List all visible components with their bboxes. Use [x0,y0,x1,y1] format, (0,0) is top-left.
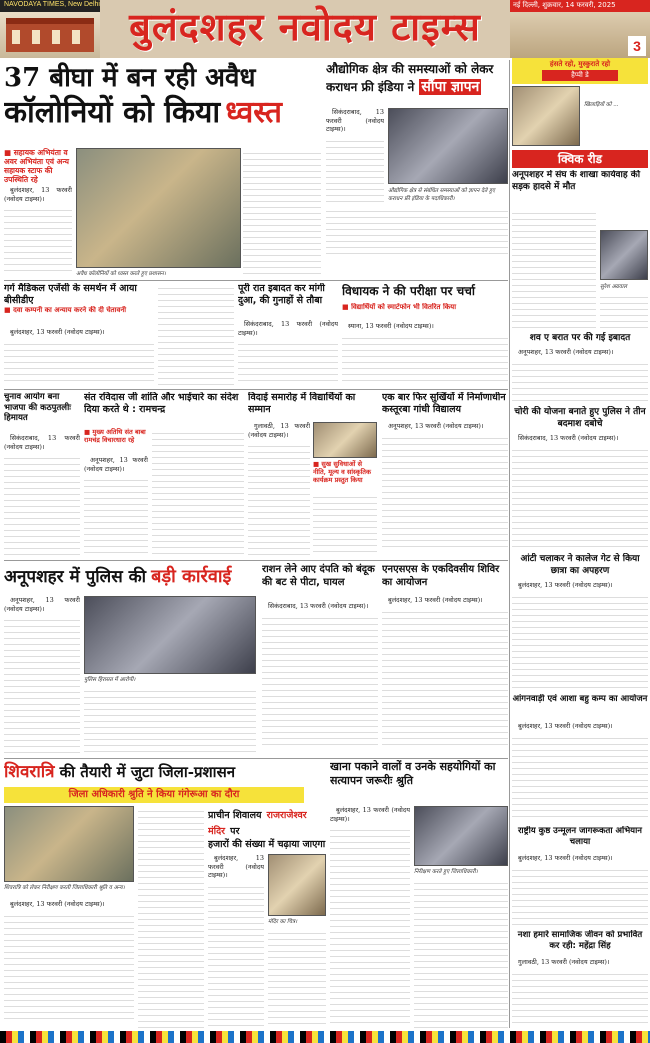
story-chori-dateline: सिकंदराबाद, 13 फरवरी (नवोदय टाइम्स)। [518,434,619,442]
fort-illustration [6,18,94,52]
story-kick-headline-block [512,170,648,206]
memorandum-photo [388,108,508,184]
story-bjp-headline: चुनाव आयोग बना भाजपा की कठपुतलीः हिमायत [4,392,71,423]
story-khana-body [330,806,410,1028]
story-main-body-col2 [243,148,321,276]
story-vidhayak-headline: विधायक ने की परीक्षा पर चर्चा [342,284,475,298]
story-chori-headline: चोरी की योजना बनाते हुए पुलिस ने तीन बदमाश दबोचे [514,407,646,429]
newspaper-title: बुलंदशहर नवोदय टाइम्स [129,4,481,49]
story-kasturba-headline: एक बार फिर सुर्खियों में निर्माणाधीन कस्तूरबा गांधी विद्यालय [382,392,506,415]
story-aangan-dateline: बुलंदशहर, 13 फरवरी (नवोदय टाइम्स)। [518,722,613,730]
story-khana-caption: निरीक्षण करते हुए जिलाधिकारी। [414,869,478,875]
story-ravidas-body [84,456,148,556]
story-main-body [4,186,72,276]
story-temple-headline-block [208,806,326,852]
story-kushth-dateline: बुलंदशहर, 13 फरवरी (नवोदय टाइम्स)। [518,854,613,862]
body-text-lines [512,445,648,549]
story-rathan-headline: राशन लेने आए दंपति को बंदूक की बट से पीटा, घायल [262,564,375,588]
story-kick-headline: अनूपशहर में संघ के शाखा कार्यवाह की सड़क हादसे में मौत [512,170,641,192]
story-industry-headline-2: कराधन फ्री इंडिया ने [326,80,415,94]
body-text-lines [326,136,384,204]
kitchen-inspection-photo [414,806,508,866]
story-main-headline-red: ध्वस्त [225,95,283,130]
story-dua-dateline: सिकंदराबाद, 13 फरवरी (नवोदय टाइम्स)। [238,320,338,337]
story-khana-headline-block [330,760,508,802]
story-temple-headline-3: हजारों की संख्या में चढ़ाया जाएगा [208,839,326,850]
story-main-caption: अवैध कॉलोनियों को ध्वस्त करते हुए प्रशासन। [76,271,166,277]
story-vidhayak-dateline: स्याना, 13 फरवरी (नवोदय टाइम्स)। [348,322,434,330]
story-bsp-bullet: ■ दवा कम्पनी का अन्याय करने की दी चेतावनी [4,306,127,314]
story-chori-body [512,434,648,550]
story-bjp-body [4,434,80,556]
bullet-icon: ■ [4,148,14,157]
story-kidnap-body [512,581,648,691]
story-aangan-headline-block [512,694,648,720]
story-aangan-body [512,722,648,822]
story-vidai-body-col2 [313,492,377,556]
story-khana-headline: खाना पकाने वालों व उनके सहयोगियों का सत्यापन जरूरीः श्रुति [330,760,496,787]
story-temple-body-col2 [268,928,326,1028]
story-industry-dateline: सिकंदराबाद, 13 फरवरी (नवोदय टाइम्स)। [326,108,384,134]
story-shivratri-body [4,900,134,1028]
body-text-lines [4,911,134,1019]
story-vidai-headline: विदाई समारोह में विद्यार्थियों का सम्मान [248,392,356,415]
story-police-headline-1: अनूपशहर में पुलिस की [4,567,147,587]
body-text-lines [4,205,72,275]
story-shivratri-banner: जिला अधिकारी श्रुति ने किया गंगेरूआ का दौरा [4,787,304,803]
story-shav-headline: शव ए बरात पर की गई इबादत [529,333,631,343]
body-text-lines [238,339,338,386]
body-text-lines [512,969,648,1027]
story-kidnap-dateline: बुलंदशहर, 13 फरवरी (नवोदय टाइम्स)। [518,581,613,589]
masthead-title-area [100,2,510,58]
sidebar-title: हंसते रहो, मुस्कुराते रहो [549,60,611,68]
story-kasturba-dateline: अनूपशहर, 13 फरवरी (नवोदय टाइम्स)। [388,422,484,430]
story-temple-headline-red: राजराजेश्वर मंदिर [208,810,307,837]
temple-photo [268,854,326,916]
body-text-lines [248,441,310,555]
shivratri-inspection-photo [4,806,134,882]
body-text-lines [512,592,648,690]
story-nasha-headline-block [512,930,648,956]
story-temple-caption: मंदिर का चित्र। [268,919,298,925]
story-shivratri-caption: शिवरात्रि को लेकर निरीक्षण करती जिलाधिकारी श्रुति व अन्य। [4,885,125,891]
story-industry-headline-block [326,62,508,106]
story-shav-body [512,348,648,402]
story-rathan-body [262,602,378,754]
page-number: 3 [628,36,646,56]
story-temple-dateline: बुलंदशहर, 13 फरवरी (नवोदय टाइम्स)। [208,854,264,880]
story-khana-body-col2 [414,878,508,1028]
column-divider [509,60,510,1028]
story-bsp-body-col2 [158,283,234,385]
story-kidnap-headline: आंटी चलाकर ने कालेज गेट से किया छात्रा का अपहरण [520,554,640,576]
body-text-lines [4,453,80,555]
story-ravidas-headline-block [84,392,244,426]
divider [4,560,508,561]
story-police-dateline: अनूपशहर, 13 फरवरी (नवोदय टाइम्स)। [4,596,80,613]
story-kick-body-col2 [600,292,648,328]
divider [4,389,508,390]
bullet-icon: ■ [342,303,352,311]
sidebar-subtitle: हैप्पी डे [542,70,618,81]
story-rathan-dateline: सिकंदराबाद, 13 फरवरी (नवोदय टाइम्स)। [268,602,369,610]
story-bjp-dateline: सिकंदराबाद, 13 फरवरी (नवोदय टाइम्स)। [4,434,80,451]
bullet-icon: ■ [313,460,322,468]
story-temple-body [208,854,264,1028]
story-aangan-headline: आंगनवाड़ी एवं आशा बहु कम्प का आयोजन [512,694,648,704]
story-kick-caption: सुरेश अग्रवाल [600,284,627,290]
body-text-lines [84,475,148,555]
bullet-icon: ■ [4,306,14,314]
sidebar-photo [512,86,580,146]
masthead-left-panel [0,0,100,58]
body-text-lines [512,359,648,401]
print-registration-strip [0,1031,650,1043]
story-kushth-headline-block [512,826,648,852]
story-kasturba-body [382,422,508,556]
story-nss-headline: एनएसएस के एकदिवसीय शिविर का आयोजन [382,564,500,588]
story-main-dateline: बुलंदशहर, 13 फरवरी (नवोदय टाइम्स)। [4,186,72,203]
story-dua-body [238,320,338,386]
story-chori-headline-block [512,406,648,432]
body-text-lines [382,607,508,745]
story-temple-headline-2: पर [230,826,240,837]
demolition-photo [76,148,241,268]
story-main-headline-block [4,62,319,146]
body-text-lines [4,339,154,385]
story-vidhayak-bullet: ■ विद्यार्थियों को स्मार्टफोन भी वितरित किया [342,303,457,311]
story-industry-body-lower [326,206,508,256]
story-main-bullet: ■ सहायक अभियंता व अवर अभियंता एवं अन्य सहायक स्टाफ की उपस्थिति रहे [4,148,69,184]
story-shivratri-body-col2 [138,806,204,1028]
divider [4,758,508,759]
story-kushth-headline: राष्ट्रीय कुष्ठ उन्मूलन जागरूकता अभियान चलाया [517,826,643,847]
body-text-lines [208,882,264,1028]
story-khana-dateline: बुलंदशहर, 13 फरवरी (नवोदय टाइम्स)। [330,806,410,823]
edition-label: NAVODAYA TIMES, New Delhi [0,0,100,12]
story-vidhayak-headline-block [342,283,508,301]
story-shivratri-headline: की तैयारी में जुटा जिला-प्रशासन [59,763,236,781]
story-industry-headline-red: सौंपा ज्ञापन [421,79,480,95]
story-rathan-headline-block [262,563,378,599]
story-shivratri-headline-block [4,760,304,786]
body-text-lines [382,433,508,547]
story-temple-headline-1: प्राचीन शिवालय [208,810,262,821]
story-police-headline-red: बड़ी कार्रवाई [151,566,232,587]
story-bsp-headline: गर्ग मैडिकल एजेंसी के समर्थन में आया बीसीडीए [4,283,137,306]
story-police-body-col2 [84,686,256,754]
story-police-caption: पुलिस हिरासत में आरोपी। [84,677,136,683]
story-vidai-headline-block [248,392,378,420]
story-shivratri-headline-red: शिवरात्रि [4,762,55,782]
story-bsp-dateline: बुलंदशहर, 13 फरवरी (नवोदय टाइम्स)। [10,328,105,336]
body-text-lines [512,865,648,925]
issue-date: नई दिल्ली, शुक्रवार, 14 फरवरी, 2025 [510,0,650,12]
story-vidai-body [248,422,310,556]
story-kick-body [512,208,596,328]
bullet-icon: ■ [84,428,93,436]
story-police-body [4,596,80,754]
sidebar-caption: खिलाड़ियों को ... [584,102,619,108]
story-kasturba-headline-block [382,392,508,420]
story-shivratri-dateline: बुलंदशहर, 13 फरवरी (नवोदय टाइम्स)। [10,900,105,908]
story-nss-dateline: बुलंदशहर, 13 फरवरी (नवोदय टाइम्स)। [388,596,483,604]
story-ravidas-dateline: अनूपशहर, 13 फरवरी (नवोदय टाइम्स)। [84,456,148,473]
story-dua-headline-block [238,283,338,319]
story-ravidas-headline: संत रविदास जी शांति और भाईचारे का संदेश दिया करते थे : रामचन्द्र [84,392,239,415]
deceased-photo [600,230,648,280]
body-text-lines [512,733,648,821]
story-shav-headline-block [512,332,648,346]
body-text-lines [262,613,378,745]
story-industry-caption: औद्योगिक क्षेत्र से संबंधित समस्याओं को ज्ञापन देते हुए कराधन फ्री इंडिया के पदाधिकारी। [388,188,495,202]
story-nasha-dateline: गुलावठी, 13 फरवरी (नवोदय टाइम्स)। [518,958,610,966]
story-ravidas-body-col2 [152,428,244,556]
farewell-photo [313,422,377,458]
story-main-headline-2: कॉलोनियों को किया [4,95,221,130]
masthead-right-panel [510,0,650,58]
story-bjp-headline-block [4,392,80,432]
body-text-lines [330,825,410,1027]
story-industry-body [326,108,384,204]
story-kidnap-headline-block [512,553,648,579]
story-vidai-bullet: ■ सुख सुविधाओं से नीति, मूल्य व सांस्कृतिक कार्यक्रम प्रस्तुत किया [313,460,371,484]
divider [4,280,508,281]
story-industry-headline-1: औद्योगिक क्षेत्र की समस्याओं को लेकर [326,62,494,76]
story-nasha-body [512,958,648,1028]
arrest-photo [84,596,256,674]
story-shav-dateline: अनूपशहर, 13 फरवरी (नवोदय टाइम्स)। [518,348,614,356]
story-main-headline-1: 37 बीघा में बन रही अवैध [4,63,256,93]
story-ravidas-bullet: ■ मुख्य अतिथि संत बाबा रामचंद्र विचारधारा रहे [84,428,146,444]
story-dua-headline: पूरी रात इबादत कर मांगी दुआ, की गुनाहों से तौबा [238,283,325,306]
story-kushth-body [512,854,648,926]
story-vidhayak-body [342,322,508,386]
story-police-headline-block [4,563,256,593]
story-nasha-headline: नशा हमारे सामाजिक जीवन को प्रभावित कर रही: महेंद्रा सिंह [517,930,643,951]
story-bsp-body [4,328,154,386]
body-text-lines [342,333,508,385]
story-nss-headline-block [382,563,508,593]
sidebar-header [512,58,648,84]
body-text-lines [4,615,80,753]
story-vidai-dateline: गुलावठी, 13 फरवरी (नवोदय टाइम्स)। [248,422,310,439]
story-nss-body [382,596,508,754]
quick-read-tag: क्विक रीड [512,150,648,168]
